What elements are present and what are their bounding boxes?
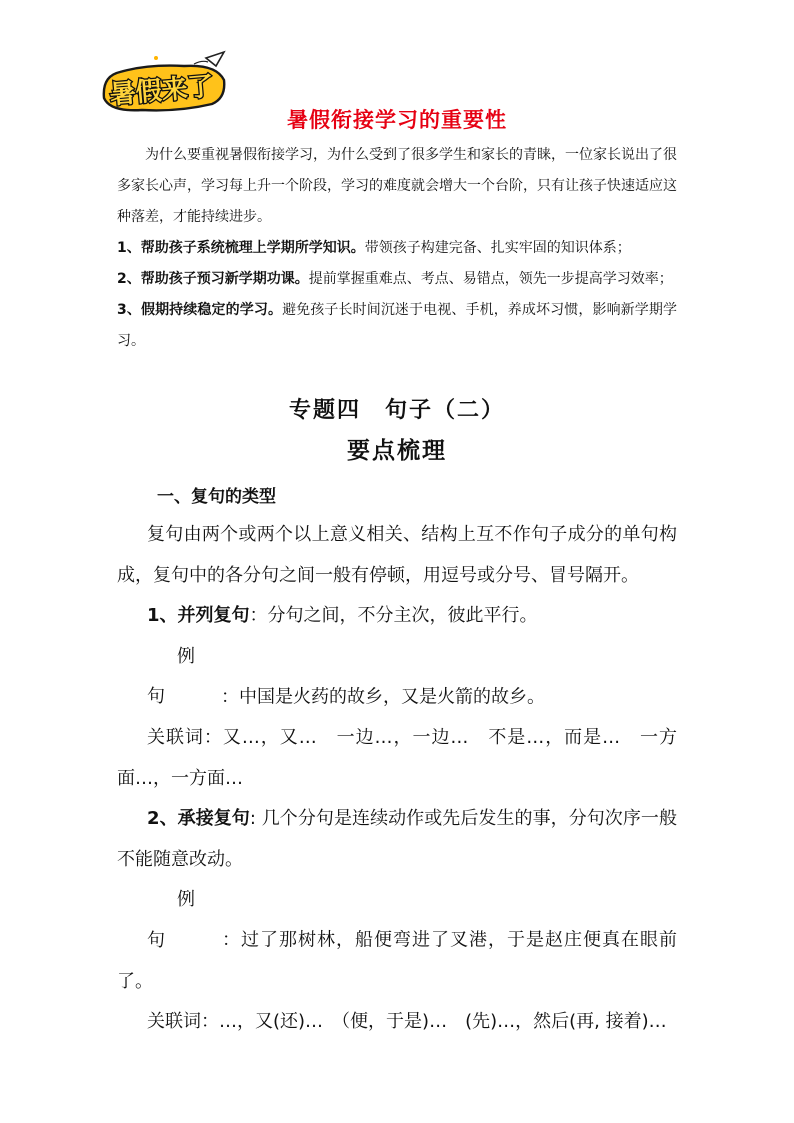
intro-point-2 — [117, 264, 677, 295]
type-1-example — [117, 637, 677, 718]
example-text: ：中国是火药的故乡，又是火箭的故乡。 — [221, 686, 545, 708]
type-1-conjunctions: 关联词：又…，又… 一边…，一边… 不是…，而是… 一方面…，一方面… — [117, 726, 677, 789]
type-label: 2、承接复句 — [147, 808, 250, 830]
point-text: 带领孩子构建完备、扎实牢固的知识体系； — [364, 240, 631, 256]
section-body — [117, 515, 677, 1043]
intro-title: 暑假衔接学习的重要性 — [287, 108, 507, 132]
topic-subtitle: 要点梳理 — [347, 438, 447, 464]
topic-title: 专题四 句子（二） — [288, 398, 505, 423]
type-1-definition — [117, 596, 677, 637]
example-label: 例 句 — [147, 889, 231, 951]
definition-paragraph: 复句由两个或两个以上意义相关、结构上互不作句子成分的单句构成，复句中的各分句之间一般有停顿，用逗号或分号、冒号隔开。 — [117, 524, 677, 586]
intro-point-1 — [117, 233, 677, 264]
type-2-example — [117, 880, 677, 1002]
type-2-conjunctions: 关联词：…，又(还)… （便，于是)… (先)…，然后(再, 接着)… — [147, 1011, 667, 1033]
type-2-definition — [117, 799, 677, 880]
point-text: 避免孩子长时间沉迷于电视、手机，养成坏习惯，影响新学期学习。 — [117, 302, 678, 349]
svg-text:暑假来了: 暑假来了 — [108, 71, 215, 111]
intro-paragraph: 为什么要重视暑假衔接学习，为什么受到了很多学生和家长的青睐，一位家长说出了很多家长心声，学习每上升一个阶段，学习的难度就会增大一个台阶，只有让孩子快速适应这种落差，才能持续进步。 — [117, 147, 677, 225]
type-desc: : 几个分句是连续动作或先后发生的事，分句次序一般不能随意改动。 — [117, 808, 677, 870]
example-text: ：过了那树林，船便弯进了叉港，于是赵庄便真在眼前了。 — [117, 929, 677, 992]
example-label: 例 句 — [147, 645, 231, 708]
intro-section — [117, 140, 677, 357]
type-label: 1、并列复句 — [147, 605, 250, 627]
intro-point-3 — [117, 295, 677, 357]
point-lead: 1、帮助孩子系统梳理上学期所学知识。 — [117, 240, 365, 256]
section-heading: 一、复句的类型 — [157, 487, 276, 507]
point-lead: 2、帮助孩子预习新学期功课。 — [117, 271, 309, 287]
type-desc: ：分句之间，不分主次，彼此平行。 — [249, 605, 538, 627]
point-text: 提前掌握重难点、考点、易错点，领先一步提高学习效率； — [308, 271, 673, 287]
point-lead: 3、假期持续稳定的学习。 — [117, 302, 283, 318]
